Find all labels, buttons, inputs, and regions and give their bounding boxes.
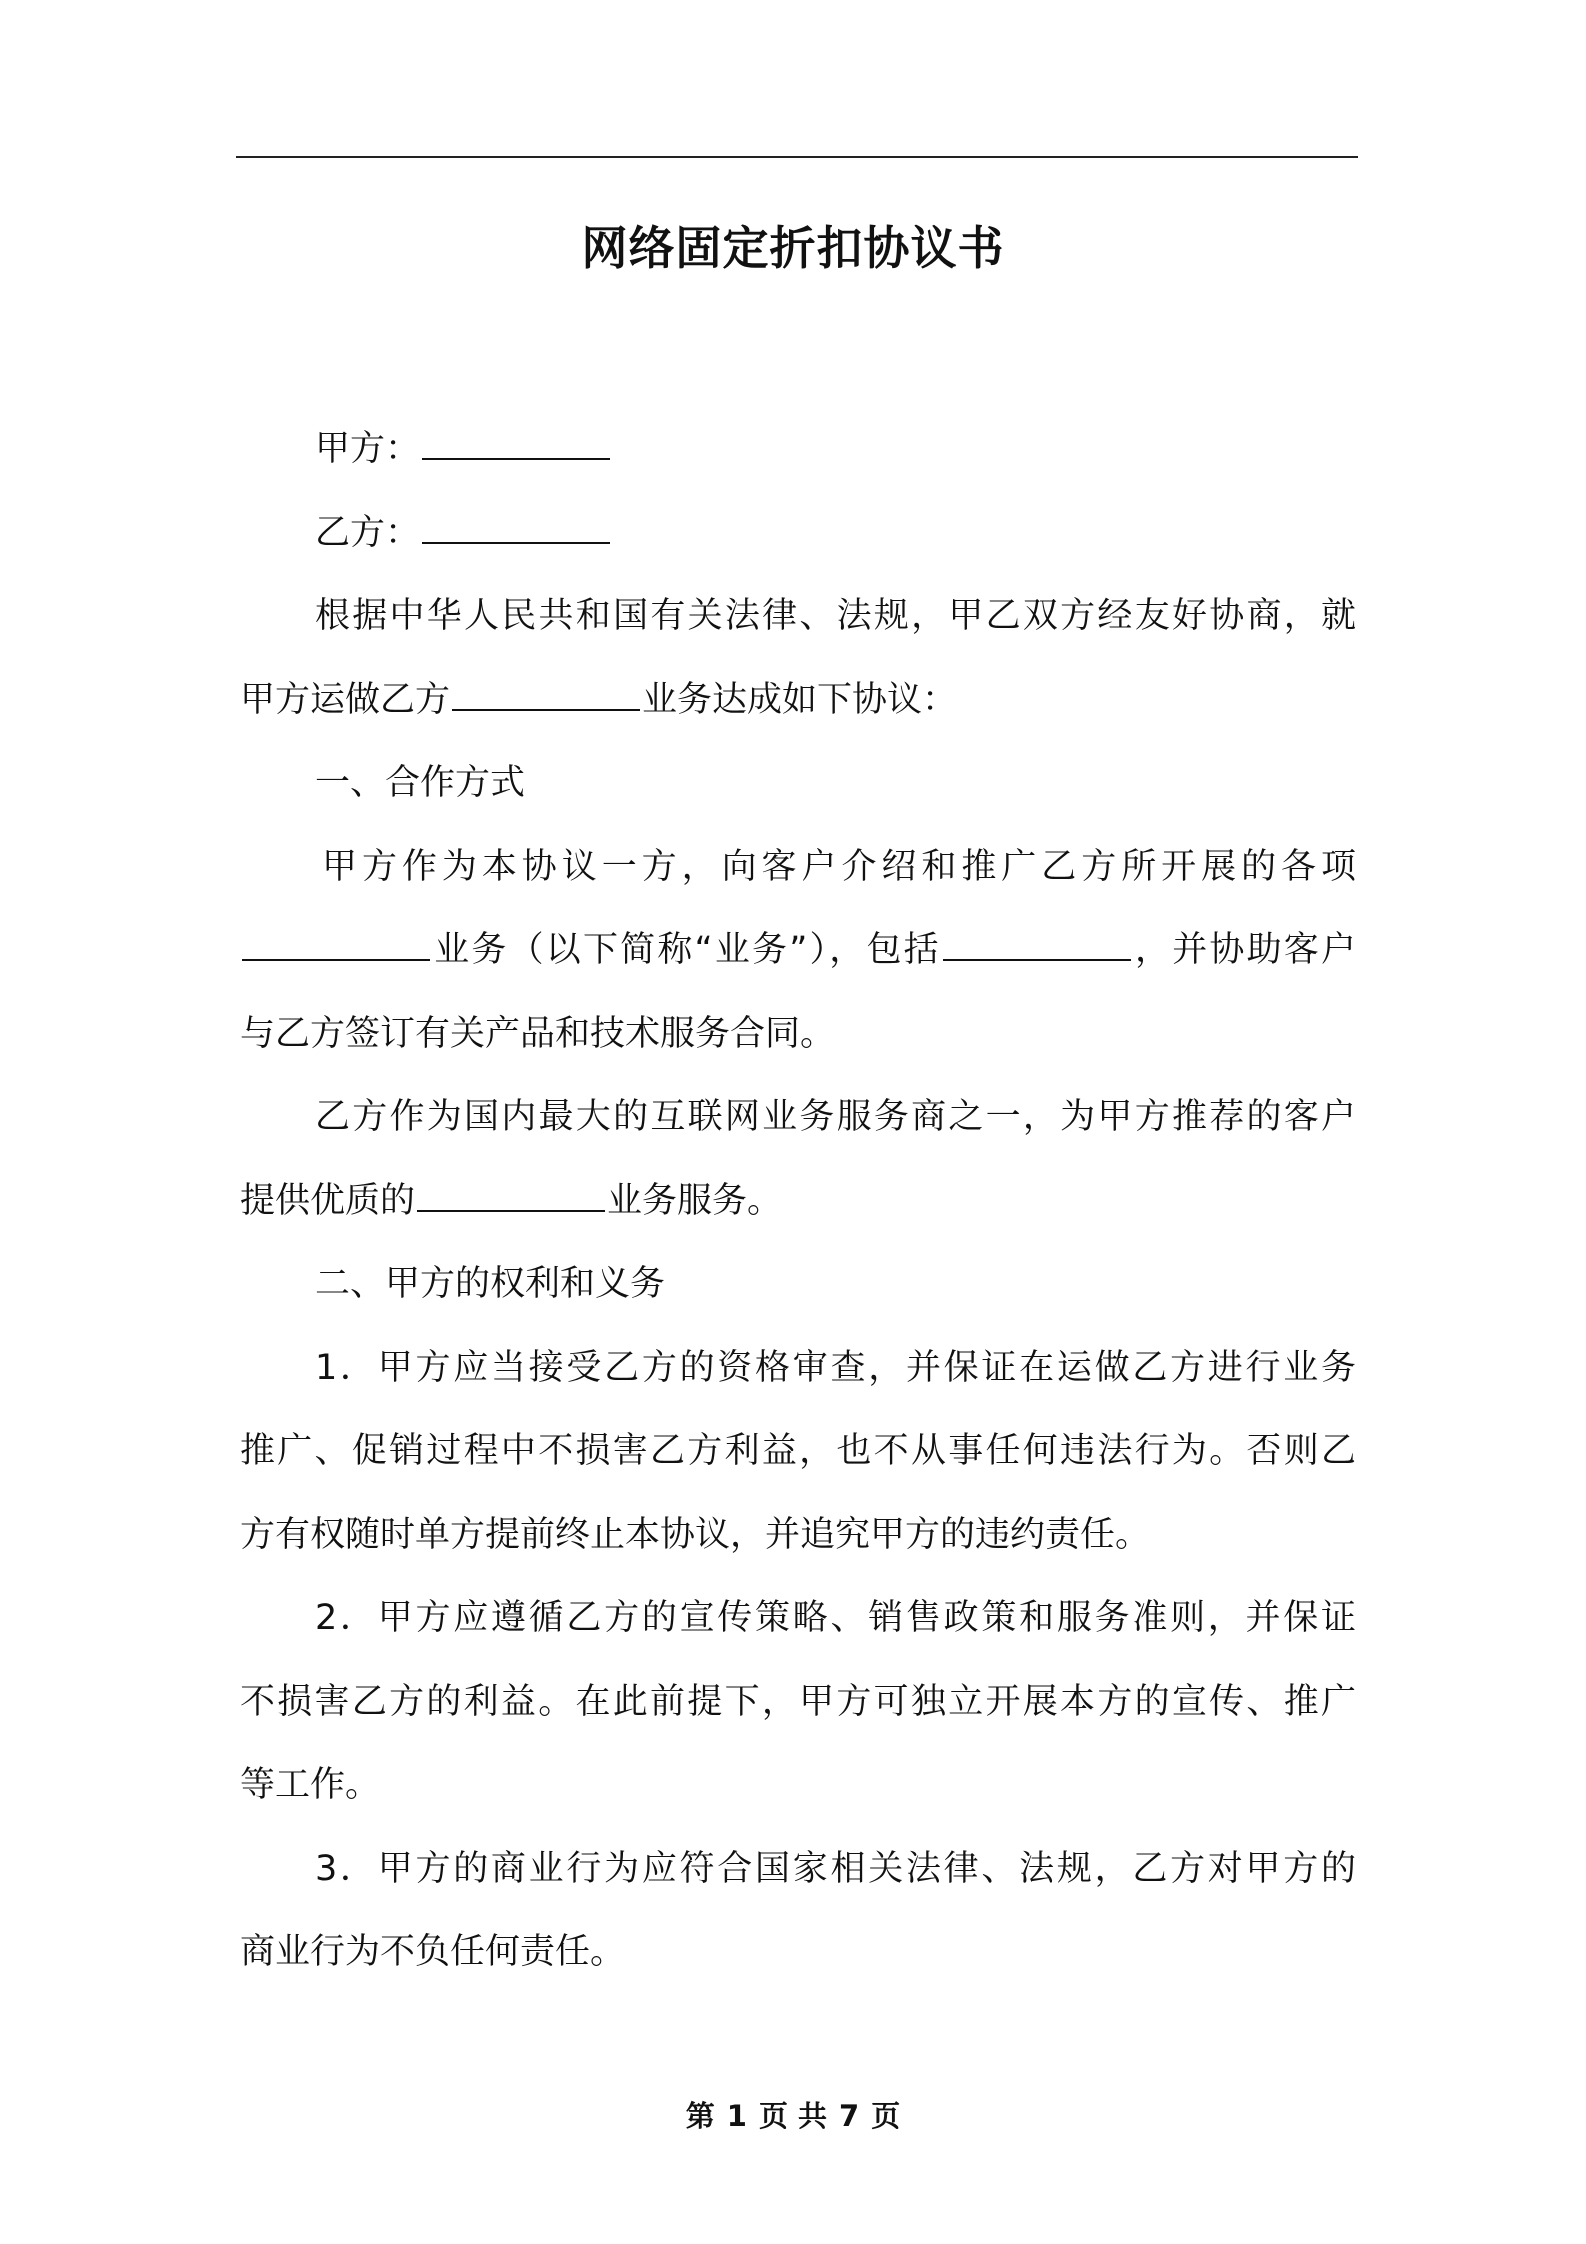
section-2-item-2-line-1: 2．甲方应遵循乙方的宣传策略、销售政策和服务准则，并保证 [315, 1598, 1356, 1638]
party-a-label: 甲方： [315, 429, 421, 469]
section-1-p2-line-2 [240, 1160, 1356, 1244]
section-2-item-1-line-3: 方有权随时单方提前终止本协议，并追究甲方的违约责任。 [240, 1514, 1151, 1555]
footer-current-page: 1 [726, 2099, 747, 2133]
party-b-blank [422, 510, 610, 544]
intro-blank [452, 677, 640, 711]
footer-middle: 页 共 [758, 2099, 828, 2133]
section-2-heading: 二、甲方的权利和义务 [315, 1264, 666, 1304]
section-1-p1-line-3: 与乙方签订有关产品和技术服务合同。 [240, 1013, 836, 1054]
party-b-line [240, 492, 1356, 576]
intro-text-a: 甲方运做乙方 [240, 679, 451, 720]
section-2-item-1-line-1: 1．甲方应当接受乙方的资格审查，并保证在运做乙方进行业务 [315, 1347, 1356, 1388]
section-2-item-2-line-2: 不损害乙方的利益。在此前提下，甲方可独立开展本方的宣传、推广 [240, 1681, 1356, 1722]
intro-text-b: 业务达成如下协议： [642, 679, 958, 720]
intro-line-1: 根据中华人民共和国有关法律、法规，甲乙双方经友好协商，就 [315, 596, 1356, 636]
section-2-item-2-line-3: 等工作。 [240, 1765, 381, 1805]
section-1-p2-text-a: 提供优质的 [240, 1180, 416, 1221]
footer-prefix: 第 [685, 2099, 715, 2133]
section-1-p2-text-b: 业务服务。 [607, 1180, 783, 1221]
party-b-label: 乙方： [315, 512, 421, 553]
party-a-line [240, 408, 1356, 492]
section-1-heading: 一、合作方式 [315, 763, 526, 803]
document-body [240, 408, 1356, 1995]
section-1-p1-line-2 [240, 909, 1356, 993]
includes-blank [943, 927, 1131, 961]
page-number-footer [0, 2096, 1586, 2136]
intro-line-2 [240, 659, 1356, 743]
party-a-blank [422, 426, 610, 460]
header-rule [236, 156, 1358, 158]
section-1-p1-text-a: 业务（以下简称“业务”），包括 [432, 930, 941, 970]
service-blank [417, 1178, 605, 1212]
section-2-item-3-line-2: 商业行为不负任何责任。 [240, 1932, 626, 1972]
footer-suffix: 页 [871, 2099, 901, 2133]
section-1-p1-text-b: ，并协助客户 [1132, 930, 1356, 970]
section-2-item-1-line-2: 推广、促销过程中不损害乙方利益，也不从事任何违法行为。否则乙 [240, 1431, 1356, 1471]
business-blank [242, 927, 430, 961]
footer-total-pages: 7 [839, 2099, 860, 2133]
document-title: 网络固定折扣协议书 [581, 221, 1005, 275]
section-1-p1-line-1: 甲方作为本协议一方，向客户介绍和推广乙方所开展的各项 [322, 846, 1356, 887]
section-2-item-3-line-1: 3．甲方的商业行为应符合国家相关法律、法规，乙方对甲方的 [315, 1848, 1356, 1889]
section-1-p2-line-1: 乙方作为国内最大的互联网业务服务商之一，为甲方推荐的客户 [315, 1097, 1356, 1137]
